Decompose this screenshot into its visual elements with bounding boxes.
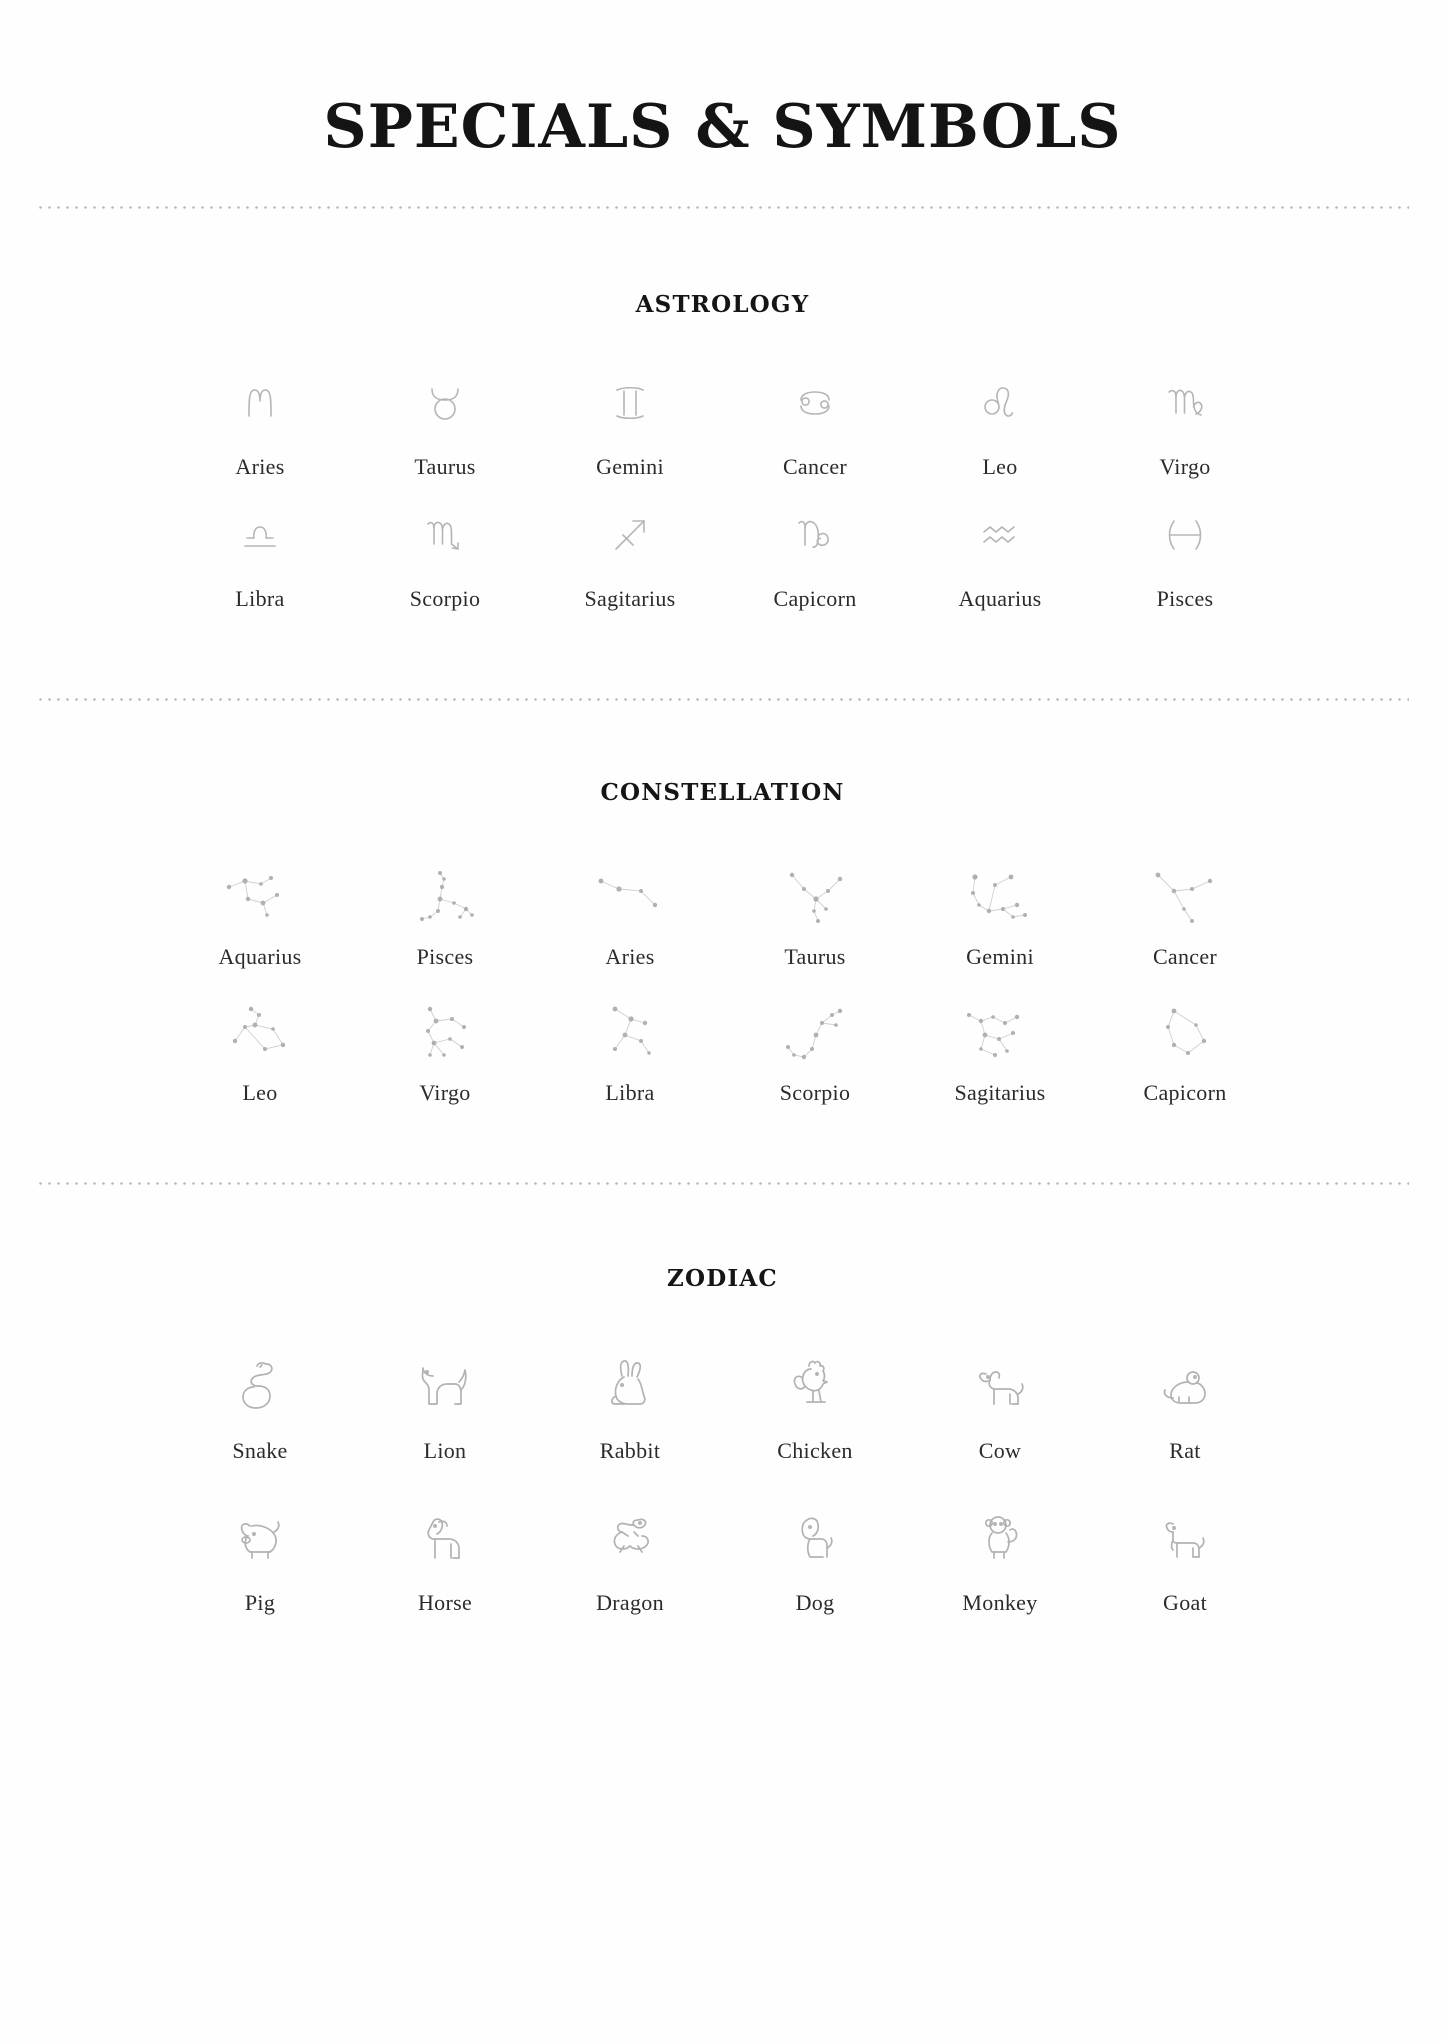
zodiac-label: Monkey [962,1590,1038,1615]
pisces-constellation [400,862,490,938]
zodiac-item-rabbit[interactable] [538,1344,723,1464]
virgo-symbol [1158,366,1212,440]
zodiac-label: Chicken [777,1438,853,1463]
aries-constellation [585,862,675,938]
constellation-label: Scorpio [779,1080,851,1105]
zodiac-item-snake[interactable] [168,1344,353,1464]
astrology-label: Pisces [1156,586,1214,611]
astrology-label: Gemini [596,454,664,479]
capricorn-symbol [788,498,842,572]
constellation-label: Taurus [784,944,846,969]
dragon-icon [594,1496,666,1580]
zodiac-label: Rabbit [599,1438,661,1463]
astrology-item-cancer[interactable] [723,366,908,480]
constellation-item-leo[interactable] [168,998,353,1106]
libra-symbol [233,498,287,572]
constellation-label: Leo [242,1080,278,1105]
astrology-label: Aquarius [958,586,1042,611]
goat-icon [1149,1496,1221,1580]
section-title-astrology: ASTROLOGY [635,291,810,318]
capricorn-constellation [1140,998,1230,1074]
libra-constellation [585,998,675,1074]
constellation-label: Virgo [419,1080,471,1105]
constellation-label: Aries [605,944,655,969]
astrology-item-pisces[interactable] [1093,498,1278,612]
astrology-label: Virgo [1159,454,1211,479]
section-astrology [36,209,1409,612]
constellation-item-cancer[interactable] [1093,862,1278,970]
pig-icon [224,1496,296,1580]
scorpio-constellation [770,998,860,1074]
astrology-label: Aries [235,454,285,479]
astrology-item-libra[interactable] [168,498,353,612]
constellation-item-aquarius[interactable] [168,862,353,970]
zodiac-label: Pig [244,1590,276,1615]
astrology-item-aquarius[interactable] [908,498,1093,612]
astrology-label: Taurus [414,454,476,479]
zodiac-label: Goat [1163,1590,1207,1615]
horse-icon [409,1496,481,1580]
astrology-label: Scorpio [409,586,481,611]
constellation-label: Gemini [966,944,1034,969]
monkey-icon [964,1496,1036,1580]
constellation-label: Pisces [416,944,474,969]
zodiac-item-pig[interactable] [168,1496,353,1616]
constellation-item-virgo[interactable] [353,998,538,1106]
leo-symbol [973,366,1027,440]
sagittarius-constellation [955,998,1045,1074]
zodiac-label: Rat [1169,1438,1201,1463]
zodiac-item-rat[interactable] [1093,1344,1278,1464]
bottom-spacer [36,1616,1409,1736]
constellation-label: Capicorn [1143,1080,1227,1105]
zodiac-label: Lion [423,1438,467,1463]
constellation-label: Sagitarius [954,1080,1046,1105]
zodiac-item-monkey[interactable] [908,1496,1093,1616]
aquarius-symbol [973,498,1027,572]
leo-constellation [215,998,305,1074]
page-title: SPECIALS & SYMBOLS [323,92,1122,162]
zodiac-grid [168,1344,1278,1616]
zodiac-label: Cow [978,1438,1022,1463]
astrology-label: Sagitarius [584,586,676,611]
zodiac-item-goat[interactable] [1093,1496,1278,1616]
scorpio-symbol [418,498,472,572]
constellation-label: Cancer [1152,944,1218,969]
astrology-item-virgo[interactable] [1093,366,1278,480]
astrology-label: Libra [235,586,285,611]
astrology-item-leo[interactable] [908,366,1093,480]
astrology-label: Cancer [782,454,848,479]
rooster-icon [779,1344,851,1428]
astrology-label: Leo [982,454,1018,479]
zodiac-item-dragon[interactable] [538,1496,723,1616]
zodiac-item-chicken[interactable] [723,1344,908,1464]
constellation-item-aries[interactable] [538,862,723,970]
zodiac-label: Dragon [596,1590,664,1615]
constellation-item-gemini[interactable] [908,862,1093,970]
constellation-item-capricorn[interactable] [1093,998,1278,1106]
zodiac-label: Snake [232,1438,288,1463]
constellation-grid [168,862,1278,1106]
astrology-item-aries[interactable] [168,366,353,480]
section-title-zodiac: ZODIAC [667,1265,778,1292]
constellation-item-libra[interactable] [538,998,723,1106]
aquarius-constellation [215,862,305,938]
astrology-item-sagittarius[interactable] [538,498,723,612]
constellation-item-scorpio[interactable] [723,998,908,1106]
dog-icon [779,1496,851,1580]
cancer-constellation [1140,862,1230,938]
zodiac-label: Horse [417,1590,473,1615]
astrology-item-scorpio[interactable] [353,498,538,612]
constellation-item-sagittarius[interactable] [908,998,1093,1106]
taurus-symbol [418,366,472,440]
aries-symbol [233,366,287,440]
zodiac-label: Dog [795,1590,835,1615]
gemini-constellation [955,862,1045,938]
section-title-constellation: CONSTELLATION [600,779,845,806]
rabbit-icon [594,1344,666,1428]
astrology-grid [168,366,1278,612]
gemini-symbol [603,366,657,440]
section-zodiac [36,1185,1409,1616]
constellation-item-taurus[interactable] [723,862,908,970]
taurus-constellation [770,862,860,938]
astrology-item-taurus[interactable] [353,366,538,480]
lion-icon [409,1344,481,1428]
section-constellation [36,701,1409,1106]
ox-icon [964,1344,1036,1428]
zodiac-item-dog[interactable] [723,1496,908,1616]
zodiac-item-cow[interactable] [908,1344,1093,1464]
zodiac-item-horse[interactable] [353,1496,538,1616]
snake-icon [224,1344,296,1428]
pisces-symbol [1158,498,1212,572]
constellation-label: Aquarius [218,944,302,969]
rat-icon [1149,1344,1221,1428]
cancer-symbol [788,366,842,440]
constellation-label: Libra [605,1080,655,1105]
constellation-item-pisces[interactable] [353,862,538,970]
virgo-constellation [400,998,490,1074]
sagittarius-symbol [603,498,657,572]
zodiac-item-lion[interactable] [353,1344,538,1464]
astrology-item-gemini[interactable] [538,366,723,480]
astrology-item-capricorn[interactable] [723,498,908,612]
astrology-label: Capicorn [773,586,857,611]
